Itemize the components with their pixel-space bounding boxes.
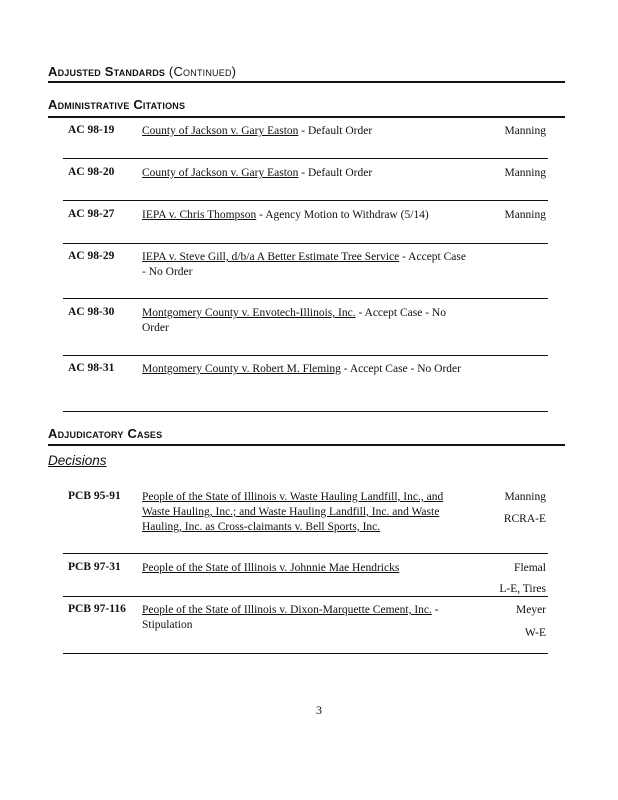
case-title	[142, 490, 468, 535]
heading-adjusted-standards	[48, 64, 236, 79]
board-member: Manning	[504, 167, 546, 179]
case-title	[142, 208, 468, 223]
case-link[interactable]: County of Jackson v. Gary Easton	[142, 125, 299, 137]
case-action: - Accept Case - No Order	[142, 307, 446, 334]
heading-text: Adjusted Standards	[48, 64, 166, 79]
case-number: PCB 95-91	[68, 490, 121, 502]
divider	[63, 553, 548, 554]
case-action: - Default Order	[298, 125, 373, 137]
heading-continued: (Continued)	[168, 64, 237, 79]
case-number: AC 98-20	[68, 166, 115, 178]
divider	[48, 444, 565, 446]
board-member: Manning	[504, 491, 546, 503]
divider	[63, 411, 548, 412]
case-number: AC 98-29	[68, 250, 115, 262]
divider	[63, 653, 548, 654]
divider	[63, 158, 548, 159]
case-title	[142, 362, 468, 377]
case-type: L-E, Tires	[499, 583, 546, 595]
divider	[48, 81, 565, 83]
divider	[63, 298, 548, 299]
heading-adjudicatory-cases: Adjudicatory Cases	[48, 426, 163, 441]
case-title	[142, 250, 468, 280]
divider	[63, 355, 548, 356]
case-link[interactable]: Montgomery County v. Envotech-Illinois, Inc.	[142, 307, 356, 319]
case-title	[142, 124, 468, 139]
case-link[interactable]: People of the State of Illinois v. Johnnie Mae Hendricks	[142, 562, 400, 574]
board-member: Flemal	[514, 562, 546, 574]
case-title	[142, 166, 468, 181]
case-link[interactable]: IEPA v. Chris Thompson	[142, 209, 257, 221]
case-link[interactable]: People of the State of Illinois v. Waste Hauling Landfill, Inc., and Waste Hauling, Inc.; and Waste Hauling Landfill, Inc. and Waste Hauling, Inc. as Cross-claimants v. Bell Sports, Inc.	[142, 491, 444, 533]
case-number: AC 98-31	[68, 362, 115, 374]
case-number: AC 98-19	[68, 124, 115, 136]
case-number: AC 98-30	[68, 306, 115, 318]
case-link[interactable]: People of the State of Illinois v. Dixon-Marquette Cement, Inc.	[142, 604, 432, 616]
divider	[63, 200, 548, 201]
page-number: 3	[316, 703, 322, 717]
case-number: AC 98-27	[68, 208, 115, 220]
subheading-decisions: Decisions	[48, 453, 107, 468]
case-title	[142, 306, 468, 336]
case-link[interactable]: IEPA v. Steve Gill, d/b/a A Better Estimate Tree Service	[142, 251, 400, 263]
board-member: Meyer	[515, 604, 546, 616]
heading-administrative-citations: Administrative Citations	[48, 97, 186, 112]
case-action: - Stipulation	[142, 604, 439, 631]
board-member: Manning	[504, 209, 546, 221]
case-action: - Agency Motion to Withdraw (5/14)	[256, 209, 429, 221]
case-type: RCRA-E	[503, 513, 546, 525]
case-title	[142, 561, 468, 576]
case-number: PCB 97-31	[68, 561, 121, 573]
case-action: - Accept Case - No Order	[142, 251, 466, 278]
divider	[48, 116, 565, 118]
case-type: W-E	[524, 627, 546, 639]
divider	[63, 596, 548, 597]
case-number: PCB 97-116	[68, 603, 126, 615]
board-member: Manning	[504, 125, 546, 137]
case-link[interactable]: Montgomery County v. Robert M. Fleming	[142, 363, 341, 375]
case-title	[142, 603, 468, 633]
case-action: - Default Order	[298, 167, 373, 179]
case-action: - Accept Case - No Order	[340, 363, 461, 375]
divider	[63, 243, 548, 244]
case-link[interactable]: County of Jackson v. Gary Easton	[142, 167, 299, 179]
